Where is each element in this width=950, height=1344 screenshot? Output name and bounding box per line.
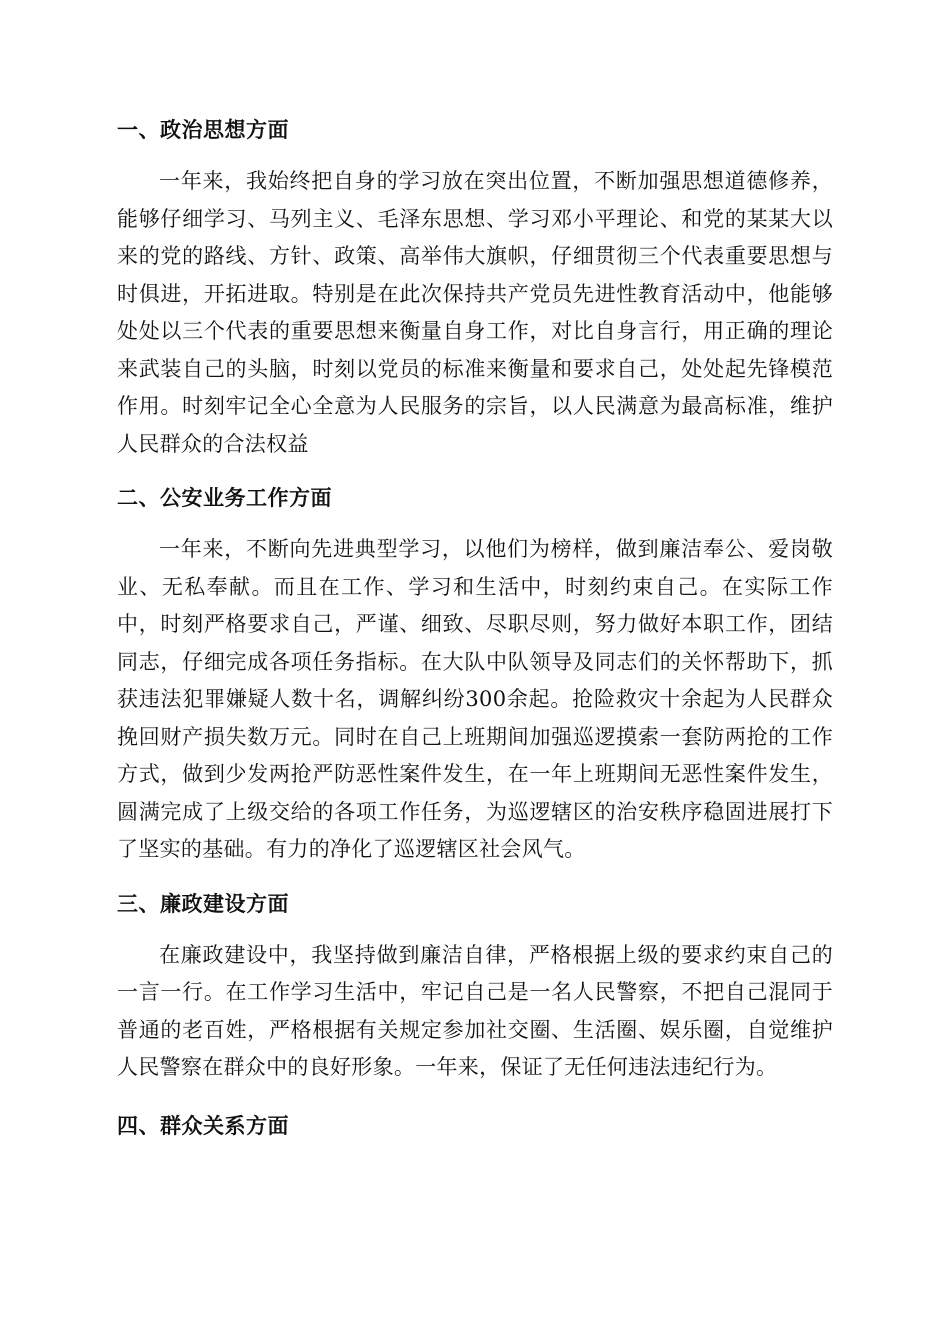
document-body <box>117 111 833 1145</box>
section-body-integrity: 在廉政建设中，我坚持做到廉洁自律，严格根据上级的要求约束自己的一言一行。在工作学习生活中，牢记自己是一名人民警察，不把自己混同于普通的老百姓，严格根据有关规定参加社交圈、生活圈、娱乐圈，自觉维护人民警察在群众中的良好形象。一年来，保证了无任何违法违纪行为。 <box>117 942 833 1079</box>
section-body-political: 一年来，我始终把自身的学习放在突出位置，不断加强思想道德修养，能够仔细学习、马列主义、毛泽东思想、学习邓小平理论、和党的某某大以来的党的路线、方针、政策、高举伟大旗帜，仔细贯彻三个代表重要思想与时俱进，开拓进取。特别是在此次保持共产党员先进性教育活动中，他能够处处以三个代表的重要思想来衡量自身工作，对比自身言行，用正确的理论来武装自己的头脑，时刻以党员的标准来衡量和要求自己，处处起先锋模范作用。时刻牢记全心全意为人民服务的宗旨，以人民满意为最高标准，维护人民群众的合法权益 <box>117 169 833 456</box>
section-heading-police-work: 二、公安业务工作方面 <box>117 486 332 510</box>
section-heading-integrity: 三、廉政建设方面 <box>117 891 289 916</box>
section-heading-political: 一、政治思想方面 <box>117 118 289 142</box>
section-heading-public-relations: 四、群众关系方面 <box>117 1113 289 1138</box>
section-body-police-work: 一年来，不断向先进典型学习，以他们为榜样，做到廉洁奉公、爱岗敬业、无私奉献。而且在工作、学习和生活中，时刻约束自己。在实际工作中，时刻严格要求自己，严谨、细致、尽职尽则，努力做好本职工作，团结同志，仔细完成各项任务指标。在大队中队领导及同志们的关怀帮助下，抓获违法犯罪嫌疑人数十名，调解纠纷300余起。抢险救灾十余起为人民群众挽回财产损失数万元。同时在自己上班期间加强巡逻摸索一套防两抢的工作方式，做到少发两抢严防恶性案件发生，在一年上班期间无恶性案件发生，圆满完成了上级交给的各项工作任务，为巡逻辖区的治安秩序稳固进展打下了坚实的基础。有力的净化了巡逻辖区社会风气。 <box>117 537 833 861</box>
